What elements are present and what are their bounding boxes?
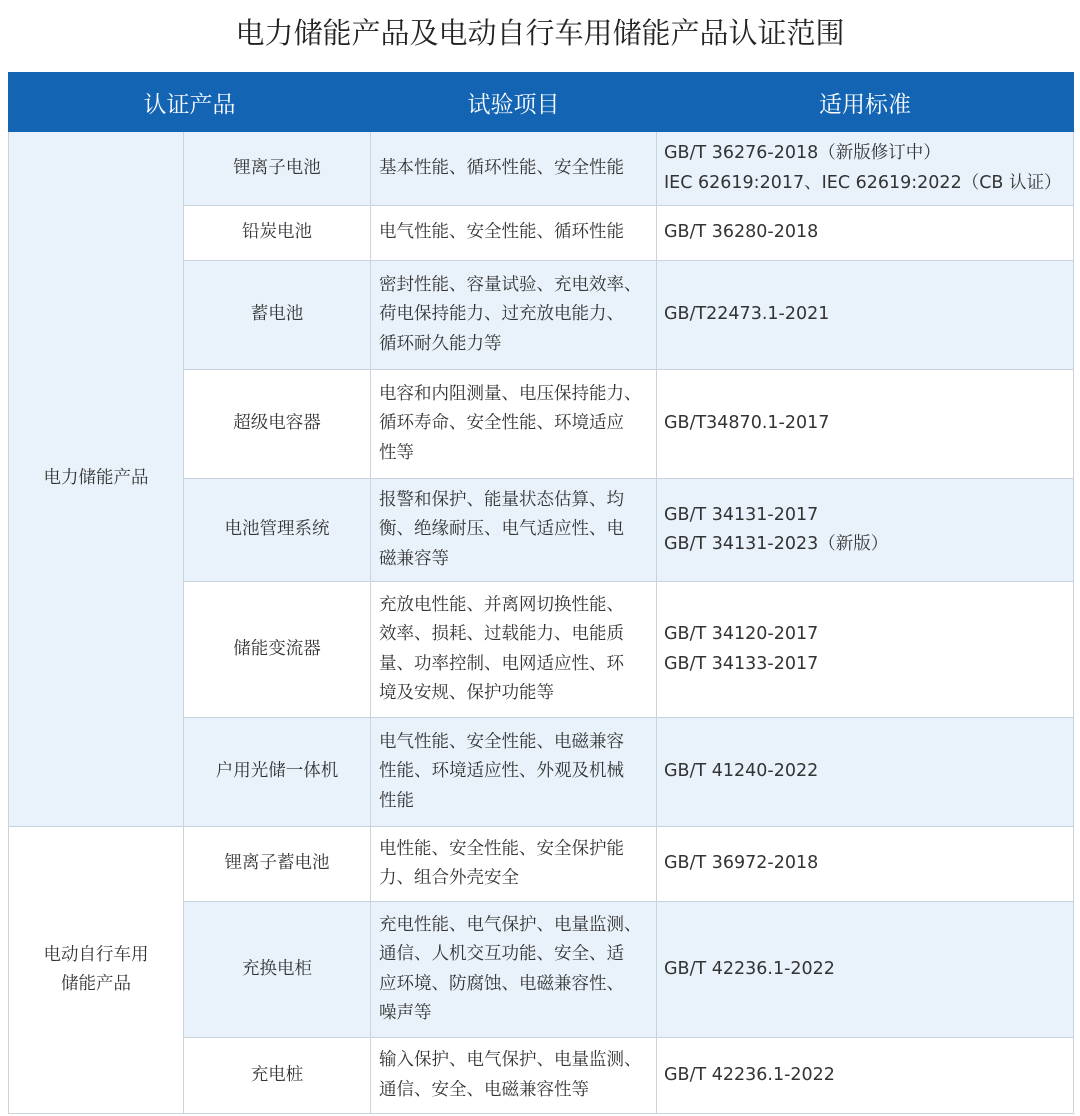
category-line: 储能产品 (61, 974, 131, 994)
product-cell: 充电桩 (184, 1038, 371, 1114)
standards-cell (657, 132, 1074, 206)
standards-cell (657, 206, 1074, 261)
test-items-cell (371, 206, 657, 261)
test-item-line: 通信、人机交互功能、安全、适 (379, 944, 624, 964)
table-row (9, 132, 1074, 206)
product-cell: 户用光储一体机 (184, 718, 371, 827)
product-cell: 锂离子电池 (184, 132, 371, 206)
standards-cell (657, 582, 1074, 718)
standards-cell (657, 902, 1074, 1038)
test-items-cell (371, 582, 657, 718)
standards-cell (657, 261, 1074, 370)
test-item-line: 充放电性能、并离网切换性能、 (379, 594, 624, 615)
test-item-line: 通信、安全、电磁兼容性等 (379, 1079, 589, 1100)
test-items-cell (371, 479, 657, 582)
table-header-row (9, 73, 1074, 132)
standard-line: GB/T 36280-2018 (664, 222, 819, 243)
test-item-line: 密封性能、容量试验、充电效率、 (379, 274, 642, 295)
test-item-line: 力、组合外壳安全 (379, 868, 519, 888)
test-items-cell (371, 902, 657, 1038)
test-items-cell (371, 370, 657, 479)
certification-table (8, 72, 1074, 1114)
standard-line: GB/T34870.1-2017 (664, 413, 830, 434)
standard-line: GB/T 36276-2018（新版修订中） (664, 143, 941, 163)
test-item-line: 电气性能、安全性能、电磁兼容 (379, 731, 624, 752)
test-items-cell (371, 827, 657, 902)
product-cell: 充换电柜 (184, 902, 371, 1038)
standard-line: GB/T22473.1-2021 (664, 304, 830, 325)
header-product: 认证产品 (9, 73, 371, 132)
test-item-line: 电容和内阻测量、电压保持能力、 (379, 383, 642, 404)
test-item-line: 效率、损耗、过载能力、电能质 (379, 624, 624, 644)
product-cell: 电池管理系统 (184, 479, 371, 582)
standard-line: GB/T 42236.1-2022 (664, 1064, 835, 1085)
table-row (9, 827, 1074, 902)
page-title: 电力储能产品及电动自行车用储能产品认证范围 (235, 16, 845, 50)
test-item-line: 充电性能、电气保护、电量监测、 (379, 914, 642, 935)
category-line: 电动自行车用 (43, 944, 149, 965)
test-item-line: 基本性能、循环性能、安全性能 (379, 157, 624, 178)
test-item-line: 性能 (379, 790, 414, 811)
test-item-line: 应环境、防腐蚀、电磁兼容性、 (379, 973, 624, 994)
test-item-line: 衡、绝缘耐压、电气适应性、电 (379, 519, 624, 540)
product-cell: 锂离子蓄电池 (184, 827, 371, 902)
header-standards: 适用标准 (657, 73, 1074, 132)
product-cell: 铅炭电池 (184, 206, 371, 261)
test-item-line: 量、功率控制、电网适应性、环 (379, 653, 624, 674)
category-cell: 电力储能产品 (9, 132, 184, 827)
test-item-line: 循环耐久能力等 (379, 333, 502, 354)
test-item-line: 电气性能、安全性能、循环性能 (379, 222, 624, 243)
standards-cell (657, 370, 1074, 479)
standard-line: IEC 62619:2017、IEC 62619:2022（CB 认证） (664, 172, 1062, 193)
standard-line: GB/T 41240-2022 (664, 761, 819, 782)
test-item-line: 磁兼容等 (379, 548, 449, 569)
test-item-line: 荷电保持能力、过充放电能力、 (379, 304, 624, 325)
standard-line: GB/T 34133-2017 (664, 653, 819, 674)
header-test-items: 试验项目 (371, 73, 657, 132)
test-item-line: 电性能、安全性能、安全保护能 (379, 838, 624, 859)
test-items-cell (371, 132, 657, 206)
standard-line: GB/T 34131-2017 (664, 504, 819, 525)
test-item-line: 境及安规、保护功能等 (379, 683, 554, 703)
table-body (9, 132, 1074, 1114)
test-item-line: 输入保护、电气保护、电量监测、 (379, 1050, 642, 1070)
test-item-line: 性能、环境适应性、外观及机械 (379, 761, 624, 782)
standards-cell (657, 827, 1074, 902)
standard-line: GB/T 34131-2023（新版） (664, 534, 889, 554)
product-cell: 储能变流器 (184, 582, 371, 718)
standards-cell (657, 1038, 1074, 1114)
test-items-cell (371, 261, 657, 370)
standards-cell (657, 479, 1074, 582)
standards-cell (657, 718, 1074, 827)
test-items-cell (371, 1038, 657, 1114)
test-item-line: 报警和保护、能量状态估算、均 (379, 489, 624, 510)
test-item-line: 性等 (379, 442, 414, 463)
product-cell: 超级电容器 (184, 370, 371, 479)
category-cell (9, 827, 184, 1114)
standard-line: GB/T 36972-2018 (664, 853, 819, 874)
test-item-line: 循环寿命、安全性能、环境适应 (379, 413, 624, 434)
test-item-line: 噪声等 (379, 1003, 432, 1023)
standard-line: GB/T 34120-2017 (664, 624, 819, 644)
product-cell: 蓄电池 (184, 261, 371, 370)
test-items-cell (371, 718, 657, 827)
standard-line: GB/T 42236.1-2022 (664, 958, 835, 979)
